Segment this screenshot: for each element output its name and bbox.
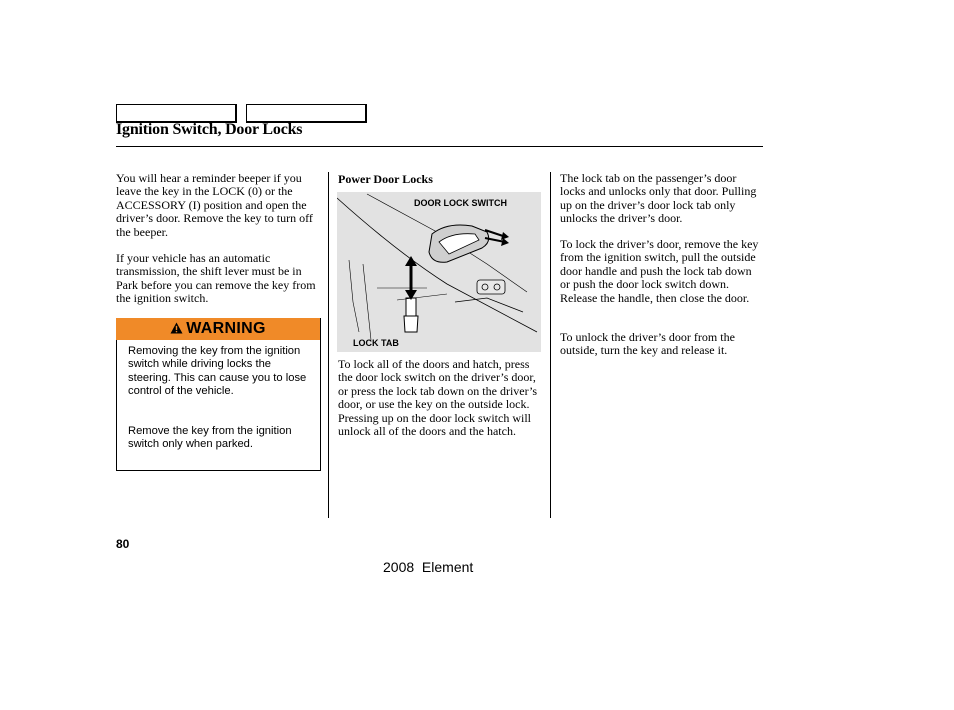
lock-driver-door-paragraph: To lock the driver’s door, remove the key from the ignition switch, pull the outside door handle and push the lock tab down or push the door lock switch down. Release the handle, then close the door. — [560, 237, 759, 305]
door-illustration — [337, 192, 541, 352]
footer-model: 2008 Element — [383, 559, 474, 575]
page-number: 80 — [116, 537, 130, 551]
door-lock-switch-label: DOOR LOCK SWITCH — [414, 198, 507, 208]
column-divider-1 — [328, 172, 329, 518]
door-lock-figure — [337, 192, 541, 352]
warning-label: WARNING — [186, 320, 266, 337]
beeper-paragraph: You will hear a reminder beeper if you leave the key in the LOCK (0) or the ACCESSORY (I) position and open the driver’s door. Remove the key to turn off the beeper. — [116, 171, 313, 239]
title-rule — [116, 146, 763, 147]
passenger-lock-paragraph: The lock tab on the passenger’s door locks and unlocks only that door. Pulling up on the driver’s door lock tab only unlocks the driver’s door. — [560, 171, 757, 226]
section-heading: Power Door Locks — [338, 172, 433, 186]
lock-tab-label: LOCK TAB — [353, 338, 399, 348]
warning-header — [116, 318, 320, 340]
warning-triangle-icon — [170, 321, 183, 337]
unlock-driver-door-paragraph: To unlock the driver’s door from the outside, turn the key and release it. — [560, 330, 735, 358]
power-locks-paragraph: To lock all of the doors and hatch, press the door lock switch on the driver’s door, or press the lock tab down on the driver’s door, or use the key on the outside lock. Pressing up on the door lock switch will unlock all of the doors and the hatch. — [338, 357, 538, 439]
transmission-paragraph: If your vehicle has an automatic transmission, the shift lever must be in Park before you can remove the key from the ignition switch. — [116, 251, 316, 306]
warning-text-2: Remove the key from the ignition switch only when parked. — [128, 425, 292, 451]
warning-text-1: Removing the key from the ignition switch while driving locks the steering. This can cause you to lose control of the vehicle. — [128, 345, 307, 397]
page-title: Ignition Switch, Door Locks — [116, 121, 303, 138]
column-divider-2 — [550, 172, 551, 518]
